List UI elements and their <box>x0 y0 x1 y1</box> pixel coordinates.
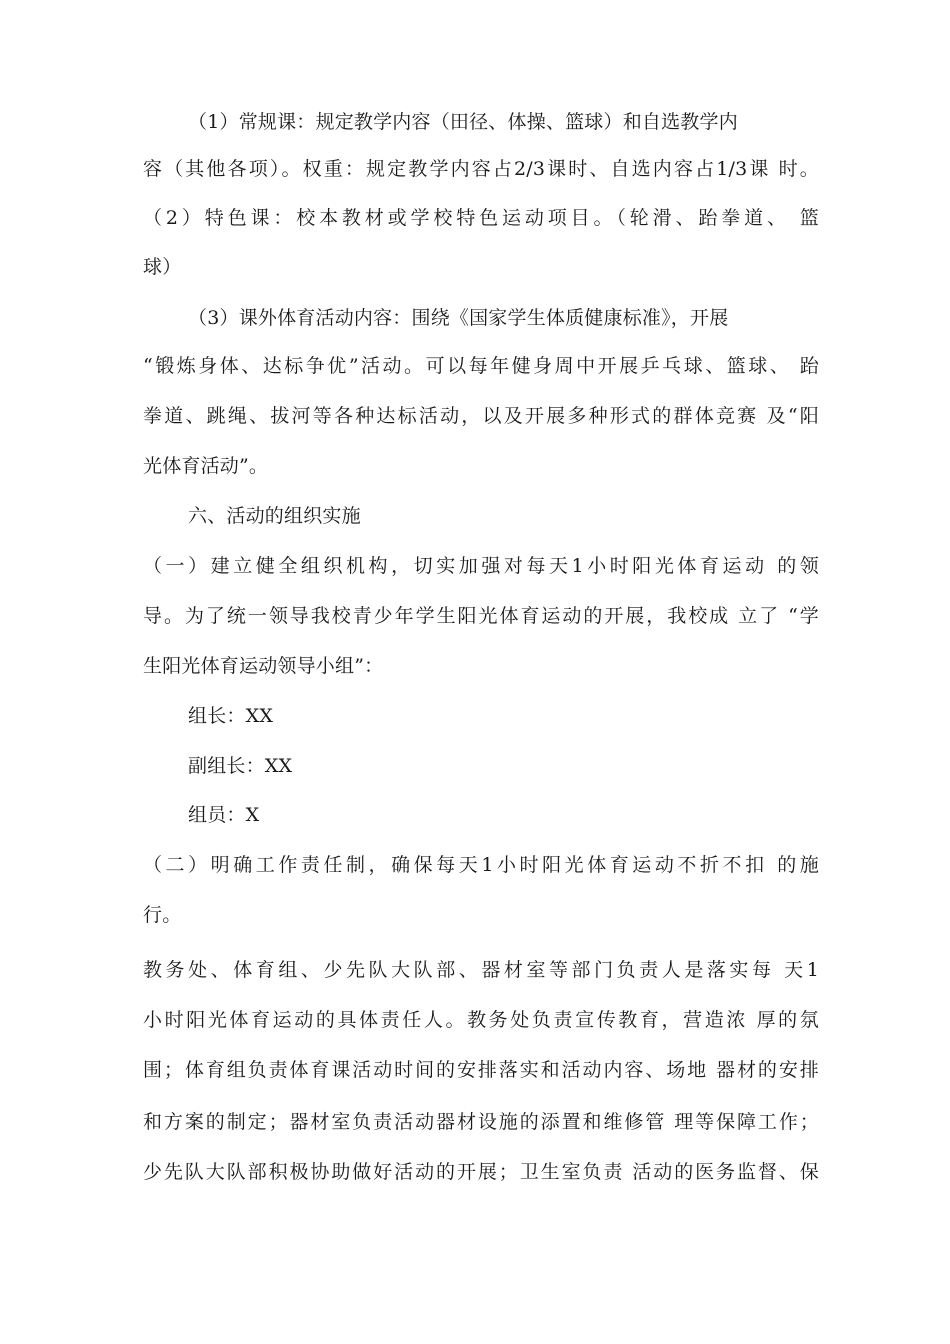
paragraph-line: 小时阳光体育运动的具体责任人。教务处负责宣传教育，营造浓 厚的氛 <box>143 1009 819 1031</box>
paragraph-line: 少先队大队部积极协助做好活动的开展；卫生室负责 活动的医务监督、保 <box>143 1161 819 1183</box>
paragraph-line: 行。 <box>143 904 182 926</box>
paragraph-line: 光体育活动”。 <box>143 455 269 477</box>
paragraph-line: 生阳光体育运动领导小组”： <box>143 655 384 677</box>
paragraph-line: （一）建立健全组织机构，切实加强对每天1小时阳光体育运动 的领 <box>143 555 819 577</box>
paragraph-line: 和方案的制定；器材室负责活动器材设施的添置和维修管 理等保障工作； <box>143 1111 819 1133</box>
paragraph-line: （1）常规课：规定教学内容（田径、体操、篮球）和自选教学内 <box>188 111 738 133</box>
paragraph-line: 容（其他各项）。权重：规定教学内容占2/3课时、自选内容占1/3课 时。 <box>143 158 819 180</box>
paragraph-line: “锻炼身体、达标争优”活动。可以每年健身周中开展乒乓球、篮球、 跆 <box>143 355 819 377</box>
paragraph-line: 拳道、跳绳、拔河等各种达标活动，以及开展多种形式的群体竞赛 及“阳 <box>143 405 819 427</box>
paragraph-line: 球） <box>143 256 182 278</box>
group-leader-line: 组长：XX <box>188 705 274 727</box>
section-heading: 六、活动的组织实施 <box>188 505 361 527</box>
paragraph-line: 导。为了统一领导我校青少年学生阳光体育运动的开展，我校成 立了 “学 <box>143 605 819 627</box>
deputy-leader-line: 副组长：XX <box>188 755 293 777</box>
paragraph-line: （3）课外体育活动内容：围绕《国家学生体质健康标准》，开展 <box>188 307 729 329</box>
paragraph-line: 围；体育组负责体育课活动时间的安排落实和活动内容、场地 器材的安排 <box>143 1059 819 1081</box>
paragraph-line: （二）明确工作责任制，确保每天1小时阳光体育运动不折不扣 的施 <box>143 854 819 876</box>
member-line: 组员：X <box>188 804 260 826</box>
paragraph-line: （2）特色课：校本教材或学校特色运动项目。（轮滑、跆拳道、 篮 <box>143 207 819 229</box>
paragraph-line: 教务处、体育组、少先队大队部、器材室等部门负责人是落实每 天1 <box>143 959 819 981</box>
